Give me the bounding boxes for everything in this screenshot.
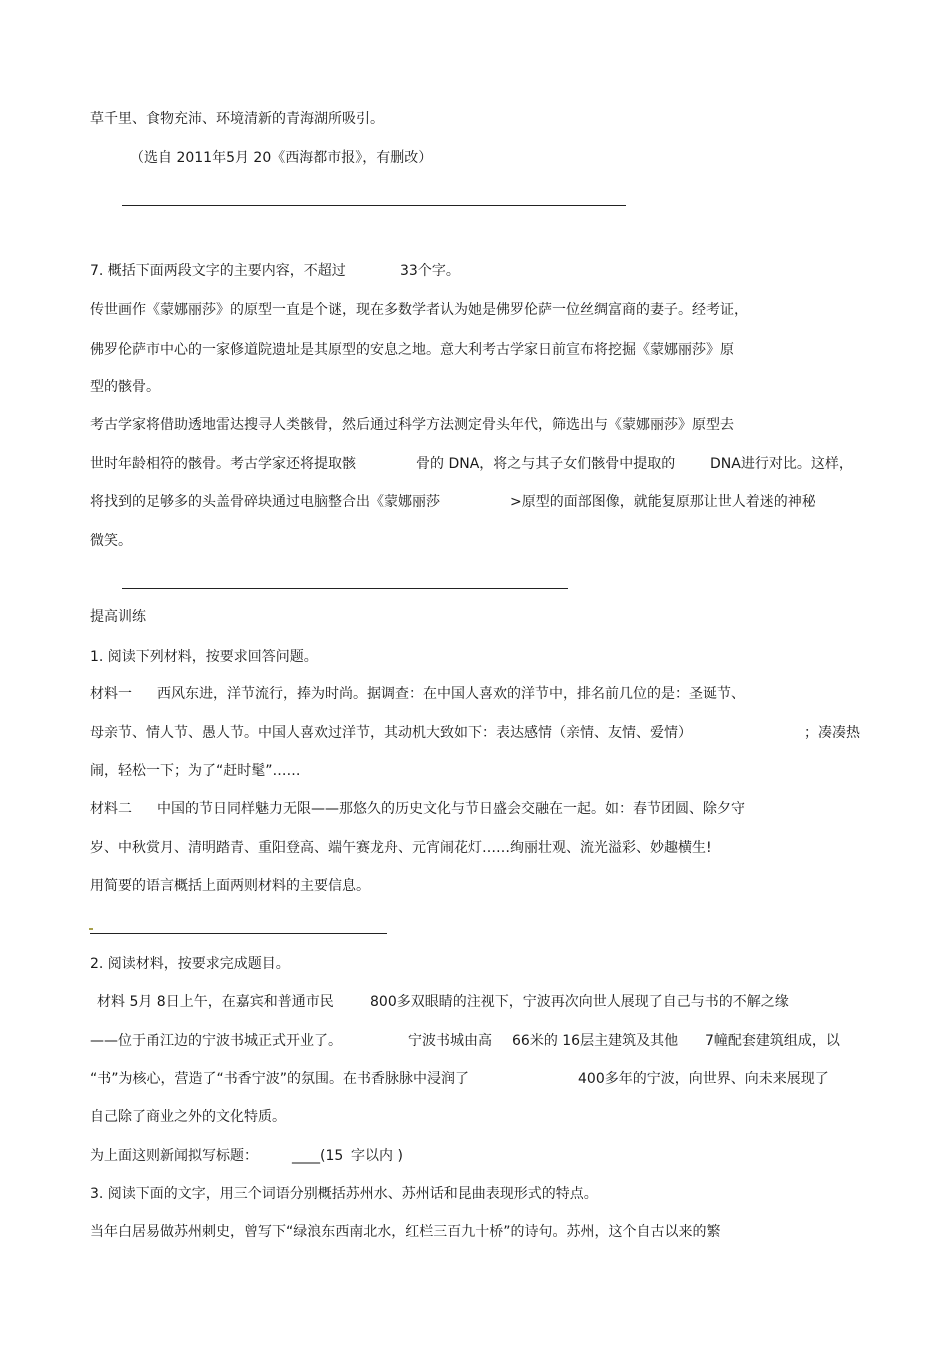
source-citation: （选自 2011年5月 20《西海都市报》，有删改） xyxy=(130,150,433,166)
question-prompt: 用简要的语言概括上面两则材料的主要信息。 xyxy=(90,878,370,894)
paragraph-line: 骨的 DNA，将之与其子女们骸骨中提取的 xyxy=(416,456,676,472)
paragraph-line: 宁波书城由高 xyxy=(408,1033,492,1049)
paragraph-line: 66米的 16层主建筑及其他 xyxy=(512,1033,679,1049)
paragraph-line: 材料 5月 8日上午，在嘉宾和普通市民 xyxy=(97,994,334,1010)
question-2-title: 2. 阅读材料，按要求完成题目。 xyxy=(90,956,290,972)
question-3-title: 3. 阅读下面的文字，用三个词语分别概括苏州水、苏州话和昆曲表现形式的特点。 xyxy=(90,1186,598,1202)
paragraph-line: 中国的节日同样魅力无限——那悠久的历史文化与节日盛会交融在一起。如：春节团圆、除夕守 xyxy=(157,801,745,817)
answer-blank: ____(15 xyxy=(292,1148,344,1164)
question-prompt-tail: 字以内 ) xyxy=(351,1148,403,1164)
scan-mark xyxy=(89,928,93,930)
paragraph-line: 西风东进，洋节流行，捧为时尚。据调查：在中国人喜欢的洋节中，排名前几位的是：圣诞节、 xyxy=(157,686,745,702)
section-heading: 提高训练 xyxy=(90,609,146,625)
question-prompt: 为上面这则新闻拟写标题： xyxy=(90,1148,258,1164)
answer-line xyxy=(122,588,568,589)
answer-line xyxy=(122,205,626,206)
paragraph-line: 考古学家将借助透地雷达搜寻人类骸骨，然后通过科学方法测定骨头年代，筛选出与《蒙娜丽莎》原型去 xyxy=(90,417,734,433)
answer-line xyxy=(90,933,387,934)
paragraph-line: 自己除了商业之外的文化特质。 xyxy=(90,1109,286,1125)
paragraph-line: 母亲节、情人节、愚人节。中国人喜欢过洋节，其动机大致如下：表达感情（亲情、友情、爱情） xyxy=(90,725,692,741)
paragraph-line: “书”为核心，营造了“书香宁波”的氛围。在书香脉脉中浸润了 xyxy=(90,1071,470,1087)
paragraph-line: ——位于甬江边的宁波书城正式开业了。 xyxy=(90,1033,342,1049)
paragraph-line: >原型的面部图像，就能复原那让世人着迷的神秘 xyxy=(510,494,816,510)
paragraph-line: 世时年龄相符的骸骨。考古学家还将提取骸 xyxy=(90,456,356,472)
paragraph-line: 微笑。 xyxy=(90,533,132,549)
material-label: 材料一 xyxy=(90,686,132,702)
paragraph-line: 当年白居易做苏州刺史，曾写下“绿浪东西南北水，红栏三百九十桥”的诗句。苏州，这个自古以来的繁 xyxy=(90,1224,721,1240)
paragraph-line: 传世画作《蒙娜丽莎》的原型一直是个谜，现在多数学者认为她是佛罗伦萨一位丝绸富商的妻子。经考证， xyxy=(90,302,748,318)
paragraph-line: DNA进行对比。这样， xyxy=(710,456,853,472)
question-1-title: 1. 阅读下列材料，按要求回答问题。 xyxy=(90,649,318,665)
paragraph-line: 400多年的宁波，向世界、向未来展现了 xyxy=(578,1071,829,1087)
paragraph-line: 800多双眼睛的注视下，宁波再次向世人展现了自己与书的不解之缘 xyxy=(370,994,789,1010)
material-label: 材料二 xyxy=(90,801,132,817)
paragraph-line: 佛罗伦萨市中心的一家修道院遗址是其原型的安息之地。意大利考古学家日前宣布将挖掘《蒙娜丽莎》原 xyxy=(90,342,734,358)
paragraph-line: 将找到的足够多的头盖骨碎块通过电脑整合出《蒙娜丽莎 xyxy=(90,494,440,510)
paragraph-line: 岁、中秋赏月、清明踏青、重阳登高、端午赛龙舟、元宵闹花灯……绚丽壮观、流光溢彩、妙趣横生! xyxy=(90,840,712,856)
question-7-title-tail: 33个字。 xyxy=(400,263,460,279)
text-line: 草千里、食物充沛、环境清新的青海湖所吸引。 xyxy=(90,111,384,127)
paragraph-line: 闹，轻松一下；为了“赶时髦”…… xyxy=(90,763,301,779)
question-7-title: 7. 概括下面两段文字的主要内容，不超过 xyxy=(90,263,346,279)
paragraph-line: ；凑凑热 xyxy=(804,725,860,741)
paragraph-line: 7幢配套建筑组成，以 xyxy=(705,1033,840,1049)
paragraph-line: 型的骸骨。 xyxy=(90,379,160,395)
